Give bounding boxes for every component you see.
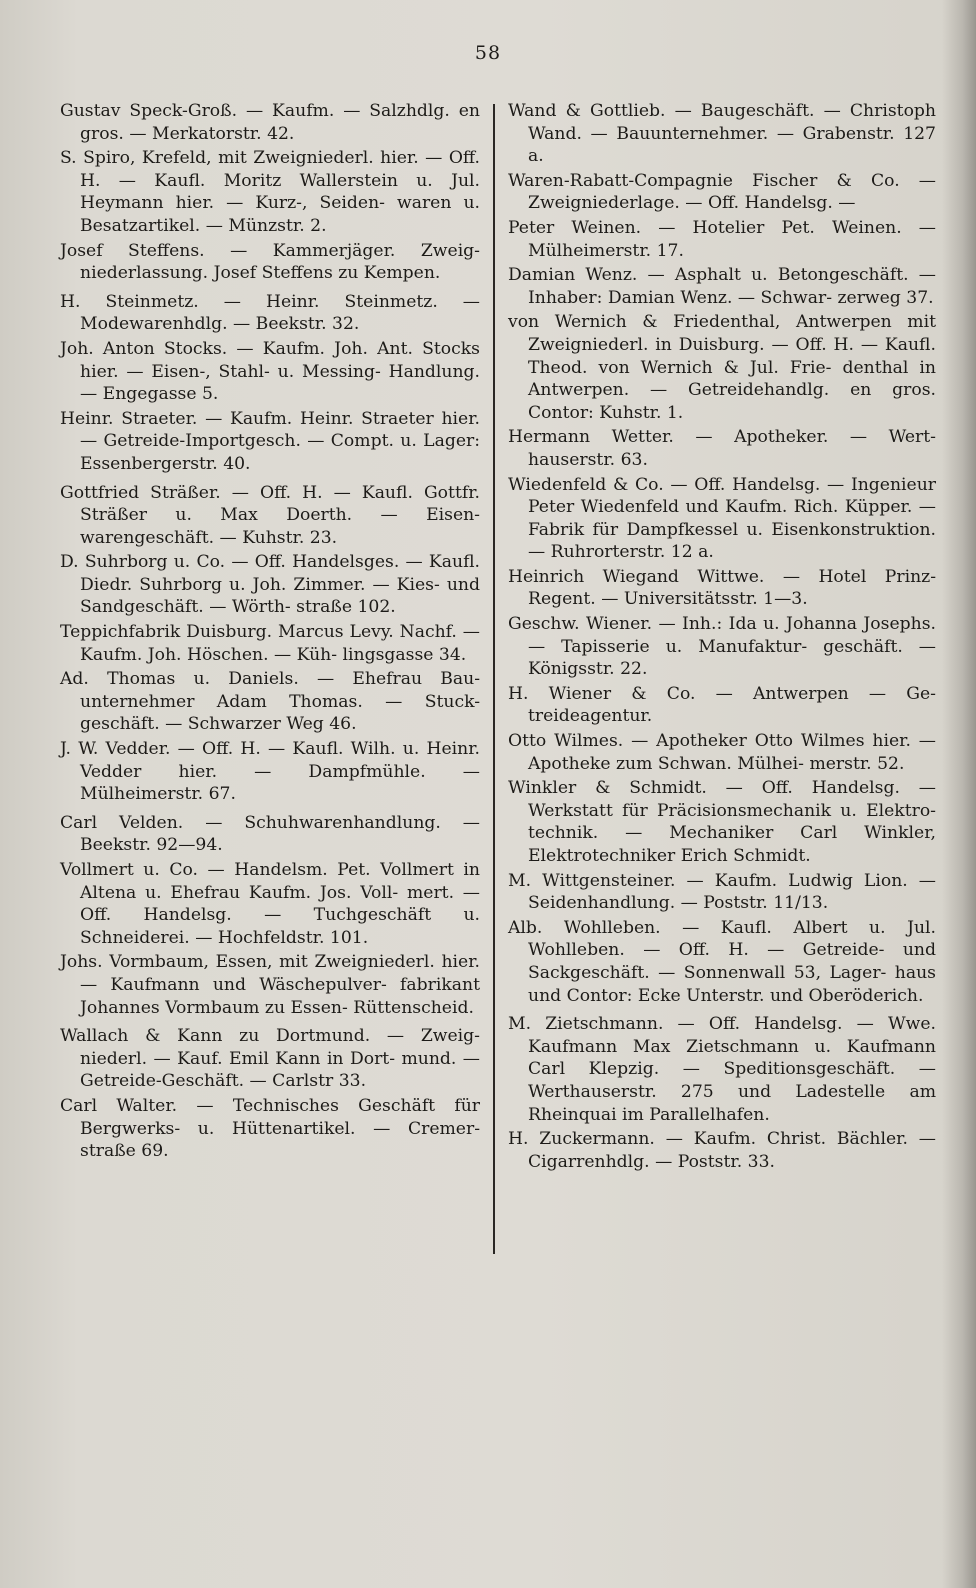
directory-entry: Waren-Rabatt-Compagnie Fischer & Co. — Zweigniederlage. — Off. Handelsg. — [508, 170, 936, 214]
directory-entry: Joh. Anton Stocks. — Kaufm. Joh. Ant. Stocks hier. — Eisen-, Stahl- u. Messing- Handlung. — Engegasse 5. [60, 338, 480, 405]
directory-entry: Damian Wenz. — Asphalt u. Betongeschäft. — Inhaber: Damian Wenz. — Schwar- zerweg 37. [508, 265, 936, 308]
directory-entry: Winkler & Schmidt. — Off. Handelsg. — Werkstatt für Präcisionsmechanik u. Elektro- technik. — Mechaniker Carl Winkler, Elektrotechniker Erich Schmidt. [508, 778, 936, 866]
left-column [60, 100, 480, 1165]
directory-entry: Teppichfabrik Duisburg. Marcus Levy. Nachf. — Kaufm. Joh. Höschen. — Küh- lingsgasse 34. [60, 622, 480, 665]
directory-entry: Geschw. Wiener. — Inh.: Ida u. Johanna Josephs. — Tapisserie u. Manufaktur- geschäft. — Königsstr. 22. [508, 614, 936, 680]
directory-entry: Vollmert u. Co. — Handelsm. Pet. Vollmert in Altena u. Ehefrau Kaufm. Jos. Voll- mert. — Off. Handelsg. — Tuchgeschäft u. Schneiderei. — Hochfeldstr. 101. [60, 860, 480, 948]
directory-entry: M. Zietschmann. — Off. Handelsg. — Wwe. Kaufmann Max Zietschmann u. Kaufmann Carl Klepzig. — Speditionsgeschäft. — Werthauserstr. 275 und Ladestelle am Rheinquai im Parallelhafen. [508, 1014, 936, 1125]
directory-entry: von Wernich & Friedenthal, Antwerpen mit Zweigniederl. in Duisburg. — Off. H. — Kaufl. Theod. von Wernich & Jul. Frie- denthal in Antwerpen. — Getreidehandlg. en gros. Contor: Kuhstr. 1. [508, 312, 936, 423]
directory-entry: H. Wiener & Co. — Antwerpen — Ge- treideagentur. [508, 683, 936, 727]
column-divider [493, 104, 495, 1254]
directory-entry: Peter Weinen. — Hotelier Pet. Weinen. — Mülheimerstr. 17. [508, 217, 936, 261]
directory-entry: Ad. Thomas u. Daniels. — Ehefrau Bau- unternehmer Adam Thomas. — Stuck- geschäft. — Schwarzer Weg 46. [60, 669, 480, 735]
directory-entry: Heinr. Straeter. — Kaufm. Heinr. Straeter hier. — Getreide-Importgesch. — Compt. u. Lager: Essenbergerstr. 40. [60, 408, 480, 474]
right-column [508, 100, 936, 1175]
directory-entry: Wand & Gottlieb. — Baugeschäft. — Christoph Wand. — Bauunternehmer. — Grabenstr. 127 a. [508, 101, 936, 167]
directory-entry: Wiedenfeld & Co. — Off. Handelsg. — Ingenieur Peter Wiedenfeld und Kaufm. Rich. Küpper. — Fabrik für Dampfkessel u. Eisenkonstruktion. — Ruhrorterstr. 12 a. [508, 474, 936, 563]
directory-entry: Otto Wilmes. — Apotheker Otto Wilmes hier. — Apotheke zum Schwan. Mülhei- merstr. 52. [508, 731, 936, 774]
directory-entry: M. Wittgensteiner. — Kaufm. Ludwig Lion. — Seidenhandlung. — Poststr. 11/13. [508, 870, 936, 914]
directory-entry: Carl Velden. — Schuhwarenhandlung. — Beekstr. 92—94. [60, 812, 480, 856]
directory-entry: S. Spiro, Krefeld, mit Zweigniederl. hier. — Off. H. — Kaufl. Moritz Wallerstein u. Jul. Heymann hier. — Kurz-, Seiden- waren u. Besatzartikel. — Münzstr. 2. [60, 148, 480, 236]
directory-entry: Josef Steffens. — Kammerjäger. Zweig- niederlassung. Josef Steffens zu Kempen. [60, 240, 480, 284]
page-number: 58 [474, 42, 502, 64]
directory-entry: Gottfried Sträßer. — Off. H. — Kaufl. Gottfr. Sträßer u. Max Doerth. — Eisen- warengeschäft. — Kuhstr. 23. [60, 482, 480, 548]
directory-entry: Carl Walter. — Technisches Geschäft für Bergwerks- u. Hüttenartikel. — Cremer- straße 69. [60, 1095, 480, 1162]
directory-entry: Heinrich Wiegand Wittwe. — Hotel Prinz- Regent. — Universitätsstr. 1—3. [508, 566, 936, 610]
directory-entry: H. Steinmetz. — Heinr. Steinmetz. — Modewarenhdlg. — Beekstr. 32. [60, 291, 480, 335]
directory-entry: D. Suhrborg u. Co. — Off. Handelsges. — Kaufl. Diedr. Suhrborg u. Joh. Zimmer. — Kies- und Sandgeschäft. — Wörth- straße 102. [60, 552, 480, 618]
directory-entry: H. Zuckermann. — Kaufm. Christ. Bächler. — Cigarrenhdlg. — Poststr. 33. [508, 1129, 936, 1172]
directory-entry: Johs. Vormbaum, Essen, mit Zweigniederl. hier. — Kaufmann und Wäschepulver- fabrikant Johannes Vormbaum zu Essen- Rüttenscheid. [60, 952, 480, 1018]
directory-entry: J. W. Vedder. — Off. H. — Kaufl. Wilh. u. Heinr. Vedder hier. — Dampfmühle. — Mülheimerstr. 67. [60, 739, 480, 805]
book-spine-shadow [942, 0, 976, 1588]
directory-entry: Alb. Wohlleben. — Kaufl. Albert u. Jul. Wohlleben. — Off. H. — Getreide- und Sackgeschäft. — Sonnenwall 53, Lager- haus und Contor: Ecke Unterstr. und Oberöderich. [508, 917, 936, 1006]
directory-entry: Wallach & Kann zu Dortmund. — Zweig- niederl. — Kauf. Emil Kann in Dort- mund. — Getreide-Geschäft. — Carlstr 33. [60, 1026, 480, 1092]
directory-entry: Hermann Wetter. — Apotheker. — Wert- hauserstr. 63. [508, 427, 936, 470]
directory-entry: Gustav Speck-Groß. — Kaufm. — Salzhdlg. en gros. — Merkatorstr. 42. [60, 101, 480, 144]
